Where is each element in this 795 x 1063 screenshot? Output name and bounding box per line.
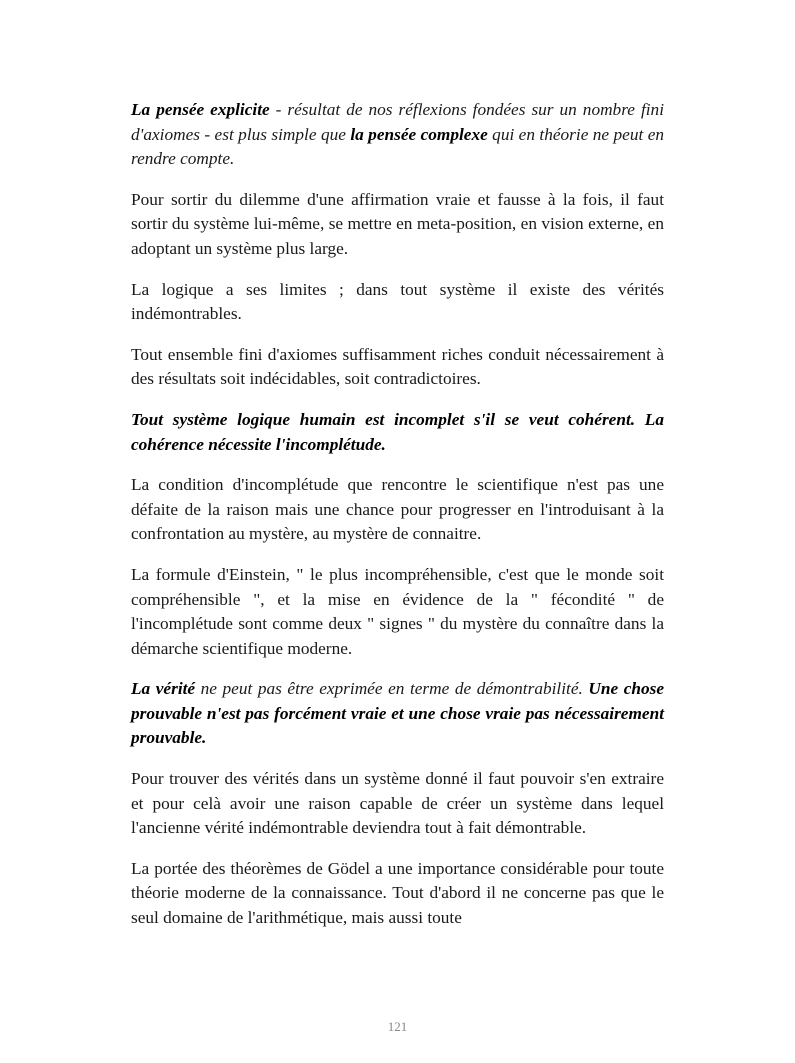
paragraph-truth — [131, 677, 664, 751]
paragraph-text: ne peut pas être exprimée en terme de démontrabilité. — [195, 679, 589, 699]
paragraph-text: - résultat de nos réflexions fondées sur un nombre fini d'axiomes - est plus simple que — [131, 100, 664, 144]
term-explicit-thought: La pensée explicite — [131, 100, 270, 119]
page-number: 121 — [387, 1019, 408, 1034]
term-truth: La vérité — [131, 679, 196, 699]
paragraph-godel-scope: La portée des théorèmes de Gödel a une importance considérable pour toute théorie moderne de la connaissance. Tout d'abord il ne concerne pas que le seul domaine de l'arithmétique, mais aussi toute — [131, 858, 664, 928]
paragraph-logic-limits: La logique a ses limites ; dans tout système il existe des vérités indémontrables. — [131, 279, 664, 324]
paragraph-finding-truths: Pour trouver des vérités dans un système donné il faut pouvoir s'en extraire et pour celà avoir une raison capable de créer un système dans lequel l'ancienne vérité indémontrable deviendra tout à fait démontrable. — [131, 769, 664, 838]
paragraph-dilemma: Pour sortir du dilemme d'une affirmation vraie et fausse à la fois, il faut sortir du système lui-même, se mettre en meta-position, en vision externe, en adoptant un système plus large. — [131, 189, 664, 258]
paragraph-text: qui en théorie ne peut en rendre compte. — [131, 124, 665, 169]
paragraph-explicit-thought — [131, 98, 664, 172]
page-body — [131, 98, 664, 947]
paragraph-einstein-formula: La formule d'Einstein, " le plus incompréhensible, c'est que le monde soit compréhensible ", et la mise en évidence de la " fécondité " de l'incomplétude sont comme deux " signes " du mystère du connaître dans la démarche scientifique moderne. — [131, 564, 664, 658]
paragraph-incompleteness-statement: Tout système logique humain est incomplet s'il se veut cohérent. La cohérence nécessite l'incomplétude. — [131, 409, 664, 454]
paragraph-incompleteness-condition: La condition d'incomplétude que rencontre le scientifique n'est pas une défaite de la raison mais une chance pour progresser en l'introduisant à la confrontation au mystère, au mystère de connaitre. — [131, 475, 664, 544]
paragraph-axioms: Tout ensemble fini d'axiomes suffisamment riches conduit nécessairement à des résultats soit indécidables, soit contradictoires. — [131, 344, 664, 389]
term-complex-thought: la pensée complexe — [350, 124, 488, 144]
truth-provability-statement: Une chose prouvable n'est pas forcément vraie et une chose vraie pas nécessairement prouvable. — [131, 679, 665, 748]
